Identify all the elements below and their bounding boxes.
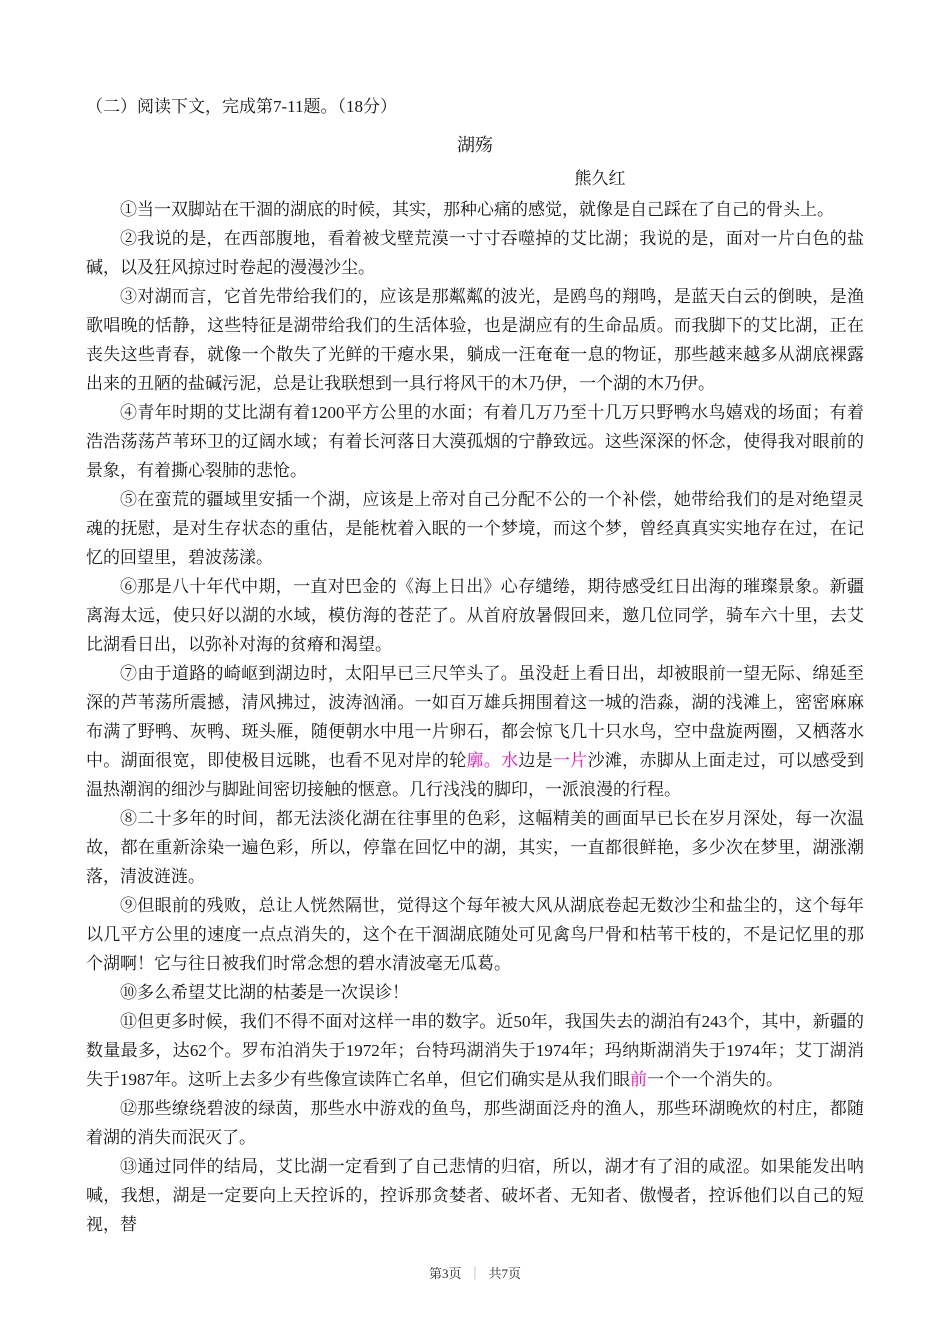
essay-paragraph-5 <box>86 485 864 572</box>
highlighted-text: 廓。水 <box>466 751 519 770</box>
essay-paragraph-9 <box>86 891 864 978</box>
essay-paragraph-12 <box>86 1094 864 1152</box>
essay-paragraph-3 <box>86 282 864 398</box>
essay-paragraph-2 <box>86 224 864 282</box>
paragraph-text: ②我说的是，在西部腹地，看着被戈壁荒漠一寸寸吞噬掉的艾比湖；我说的是，面对一片白色的盐碱，以及狂风掠过时卷起的漫漫沙尘。 <box>86 229 864 277</box>
page-separator: ｜ <box>468 1266 482 1281</box>
essay-paragraph-13 <box>86 1152 864 1239</box>
essay-paragraph-1 <box>86 195 864 224</box>
essay-paragraph-8 <box>86 804 864 891</box>
paragraph-text: 沙滩，赤脚从上面走过，可以感受到温热潮润的细沙与脚趾间密切接触的惬意。几行浅浅的脚印，一派浪漫的行程。 <box>86 751 865 799</box>
paragraph-text: ⑤在蛮荒的疆域里安插一个湖，应该是上帝对自己分配不公的一个补偿，她带给我们的是对绝望灵魂的抚慰，是对生存状态的重估，是能枕着入眠的一个梦境，而这个梦，曾经真真实实地存在过，在记忆的回望里，碧波荡漾。 <box>86 490 864 567</box>
paragraph-text: ⑫那些缭绕碧波的绿茵，那些水中游戏的鱼鸟，那些湖面泛舟的渔人，那些环湖晚炊的村庄，都随着湖的消失而泯灭了。 <box>86 1099 864 1147</box>
paragraph-text: ④青年时期的艾比湖有着1200平方公里的水面；有着几万乃至十几万只野鸭水鸟嬉戏的场面；有着浩浩荡荡芦苇环卫的辽阔水域；有着长河落日大漠孤烟的宁静致远。这些深深的怀念，使得我对眼前的景象，有着撕心裂肺的悲怆。 <box>86 403 864 480</box>
essay-body <box>86 195 864 1239</box>
essay-paragraph-11 <box>86 1007 864 1094</box>
essay-paragraph-7 <box>86 659 864 804</box>
paragraph-text: ⑧二十多年的时间，都无法淡化湖在往事里的色彩，这幅精美的画面早已长在岁月深处，每一次温故，都在重新涂染一遍色彩，所以，停靠在回忆中的湖，其实，一直都很鲜艳，多少次在梦里，湖涨潮落，清波涟涟。 <box>86 809 864 886</box>
paragraph-text: ⑥那是八十年代中期，一直对巴金的《海上日出》心存缱绻，期待感受红日出海的璀璨景象。新疆离海太远，使只好以湖的水域，模仿海的苍茫了。从首府放暑假回来，邀几位同学，骑车六十里，去艾比湖看日出，以弥补对海的贫瘠和渴望。 <box>86 577 864 654</box>
page-footer <box>0 1263 950 1282</box>
page-number: 第3页 <box>428 1266 462 1281</box>
paragraph-text: ⑬通过同伴的结局，艾比湖一定看到了自己悲情的归宿，所以，湖才有了泪的咸涩。如果能发出呐喊，我想，湖是一定要向上天控诉的，控诉那贪婪者、破坏者、无知者、傲慢者，控诉他们以自己的短视，替 <box>86 1157 864 1234</box>
paragraph-text: 边是 <box>518 751 553 770</box>
paragraph-text: ⑩多么希望艾比湖的枯萎是一次误诊！ <box>120 983 409 1002</box>
paragraph-text: ⑦由于道路的崎岖到湖边时，太阳早已三尺竿头了。虽没赶上看日出，却被眼前一望无际、绵延至深的芦苇荡所震撼，清风拂过，波涛汹涌。一如百万雄兵拥围着这一城的浩淼，湖的浅滩上，密密麻麻布满了野鸭、灰鸭、斑头雁，随便朝水中甩一片卵石，都会惊飞几十只水鸟，空中盘旋两圈，又栖落水中。湖面很宽，即使极目远眺，也看不见对岸的轮 <box>86 664 864 770</box>
essay-title: 湖殇 <box>457 135 493 155</box>
total-pages: 共7页 <box>488 1266 522 1281</box>
paragraph-text: 一个一个消失的。 <box>647 1070 783 1089</box>
paragraph-text: ③对湖而言，它首先带给我们的，应该是那粼粼的波光，是鸥鸟的翔鸣，是蓝天白云的倒映，是渔歌唱晚的恬静，这些特征是湖带给我们的生活体验，也是湖应有的生命品质。而我脚下的艾比湖，正在丧失这些青春，就像一个散失了光鲜的干瘪水果，躺成一汪奄奄一息的物证，那些越来越多从湖底裸露出来的丑陋的盐碱污泥，总是让我联想到一具行将风干的木乃伊，一个湖的木乃伊。 <box>86 287 864 393</box>
highlighted-text: 一片 <box>552 751 588 770</box>
essay-paragraph-4 <box>86 398 864 485</box>
essay-paragraph-10 <box>86 978 864 1007</box>
essay-paragraph-6 <box>86 572 864 659</box>
highlighted-text: 前 <box>630 1070 647 1089</box>
essay-author: 熊久红 <box>574 169 626 188</box>
section-header: （二）阅读下文，完成第7-11题。（18分） <box>86 97 398 116</box>
paragraph-text: ⑨但眼前的残败，总让人恍然隔世，觉得这个每年被大风从湖底卷起无数沙尘和盐尘的，这个每年以几平方公里的速度一点点消失的，这个在干涸湖底随处可见禽鸟尸骨和枯苇干枝的，不是记忆里的那个湖啊！它与往日被我们时常念想的碧水清波毫无瓜葛。 <box>86 896 864 973</box>
paragraph-text: ①当一双脚站在干涸的湖底的时候，其实，那种心痛的感觉，就像是自己踩在了自己的骨头上。 <box>120 200 834 219</box>
paragraph-text: ⑪但更多时候，我们不得不面对这样一串的数字。近50年，我国失去的湖泊有243个，其中，新疆的数量最多，达62个。罗布泊消失于1972年；台特玛湖消失于1974年；玛纳斯湖消失于1974年；艾丁湖消失于1987年。这听上去多少有些像宣读阵亡名单，但它们确实是从我们眼 <box>86 1012 864 1089</box>
